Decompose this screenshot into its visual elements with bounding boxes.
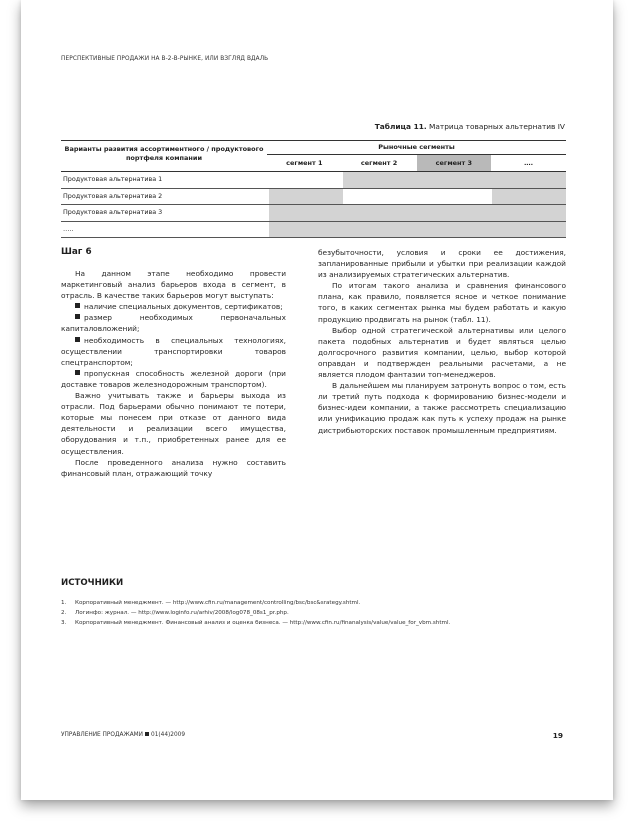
bullet-square-icon (75, 314, 80, 319)
body-column-right (318, 247, 566, 436)
bullet-text: пропускная способность железной дороги (при доставке товаров железнодорожным транспортом). (61, 368, 286, 389)
bullet-square-icon (75, 337, 80, 342)
row-label: Продуктовая альтернатива 3 (63, 208, 163, 216)
table-cell (418, 205, 492, 221)
table-caption (375, 122, 565, 131)
bullet-item (61, 335, 286, 368)
paragraph: Важно учитывать также и барьеры выхода из отрасли. Под барьерами обычно понимают те потери, которые мы понесем при отказе от данного вида деятельности и реализации всего имущества, оборудования и т.п., приобретенных ранее для ее осуществления. (61, 391, 286, 456)
table-caption-title: Матрица товарных альтернатив IV (426, 122, 565, 131)
sources-list (61, 598, 581, 628)
segment-header: …. (524, 159, 534, 167)
source-number: 1. (61, 600, 67, 606)
segment-header: сегмент 3 (417, 155, 492, 171)
paragraph: На данном этапе необходимо провести маркетинговый анализ барьеров входа в сегмент, в отрасль. В качестве таких барьеров могут выступать: (61, 269, 286, 301)
table-caption-number: Таблица 11. (374, 122, 427, 131)
segment-header: сегмент 1 (286, 159, 323, 167)
table-cell (418, 172, 492, 188)
journal-issue: 01(44)2009 (151, 732, 186, 738)
table-cell (269, 205, 343, 221)
bullet-item (61, 301, 286, 312)
footer-journal (61, 732, 185, 738)
source-item (61, 608, 581, 618)
source-number: 3. (61, 620, 67, 626)
separator-square-icon (145, 732, 149, 736)
source-text: Корпоративный менеджмент. Финансовый анализ и оценка бизнеса. — http://www.cfin.ru/finanalysis/value/value_for_vbm.shtml. (75, 620, 451, 626)
table-cell (492, 222, 566, 238)
segments-title: Рыночные сегменты (267, 141, 566, 155)
product-alternatives-matrix (61, 140, 566, 238)
source-item (61, 618, 581, 628)
table-cell (269, 222, 343, 238)
paragraph: По итогам такого анализа и сравнения финансового плана, как правило, появляется ясное и четкое понимание того, в каких сегментах рынка мы будем работать и какую продукцию продвигать на рынок (табл. 11). (318, 281, 566, 324)
table-cell (343, 189, 417, 205)
row-label: Продуктовая альтернатива 1 (63, 175, 163, 183)
page-number: 19 (552, 731, 563, 740)
bullet-square-icon (75, 303, 80, 308)
matrix-header-segments (267, 141, 566, 171)
row-label: Продуктовая альтернатива 2 (63, 191, 163, 200)
sources-heading: ИСТОЧНИКИ (61, 578, 124, 588)
table-row (61, 205, 566, 222)
table-cell (492, 205, 566, 221)
bullet-item (61, 312, 286, 334)
section-heading: Шаг 6 (61, 247, 92, 257)
table-cell (343, 222, 417, 238)
source-text: Корпоративный менеджмент. — http://www.cfin.ru/management/controlling/bsc/bsc&srategy.shtml. (75, 600, 361, 606)
journal-title: УПРАВЛЕНИЕ ПРОДАЖАМИ (61, 732, 144, 738)
source-item (61, 598, 581, 608)
table-row (61, 172, 566, 189)
table-cell (492, 172, 566, 188)
table-cell (343, 205, 417, 221)
table-cell (269, 189, 343, 205)
matrix-header-variants: Варианты развития ассортиментного / продуктового портфеля компании (64, 145, 264, 162)
table-cell (343, 172, 417, 188)
bullet-text: наличие специальных документов, сертификатов; (84, 302, 283, 312)
table-cell (418, 222, 492, 238)
body-column-left (61, 247, 286, 479)
source-number: 2. (61, 610, 67, 616)
bullet-text: размер необходимых первоначальных капиталовложений; (61, 313, 286, 334)
table-row (61, 189, 566, 206)
paragraph: Выбор одной стратегической альтернативы или целого пакета подобных альтернатив и будет являться целью долгосрочного развития компании, целью, выбор которой оправдан и подтвержден реальными расчетами, а не является плодом фантазии топ-менеджеров. (318, 325, 566, 380)
table-cell (269, 172, 343, 188)
table-cell (492, 189, 566, 205)
row-label: ….. (63, 224, 74, 233)
running-head: ПЕРСПЕКТИВНЫЕ ПРОДАЖИ НА B-2-B-РЫНКЕ, ИЛИ ВЗГЛЯД ВДАЛЬ (61, 56, 269, 62)
paragraph: После проведенного анализа нужно составить финансовый план, отражающий точку (61, 457, 286, 478)
table-cell (418, 189, 492, 205)
page-sheet (21, 0, 613, 800)
segment-header: сегмент 2 (360, 159, 398, 167)
bullet-item (61, 368, 286, 390)
source-text: Логинфо: журнал. — http://www.loginfo.ru/arhiv/2008/log078_08s1_pr.php. (75, 610, 289, 616)
paragraph: В дальнейшем мы планируем затронуть вопрос о том, есть ли третий путь подхода к формированию бизнес-модели и бизнес-идеи компании, а также рассмотреть специализацию или унификацию продаж как путь к успеху продаж на рынке дистрибьюторских поставок промышленным предприятиям. (318, 381, 566, 435)
matrix-header (61, 141, 566, 172)
bullet-square-icon (75, 370, 80, 375)
segments-columns (267, 155, 566, 171)
table-row (61, 222, 566, 239)
paragraph-continuation: безубыточности, условия и сроки ее достижения, запланированные прибыли и убытки при реализации каждой из анализируемых стратегических альтернатив. (318, 248, 566, 280)
bullet-text: необходимость в специальных технологиях, осуществлении транспортировки товаров спецтранспортом; (61, 335, 286, 367)
